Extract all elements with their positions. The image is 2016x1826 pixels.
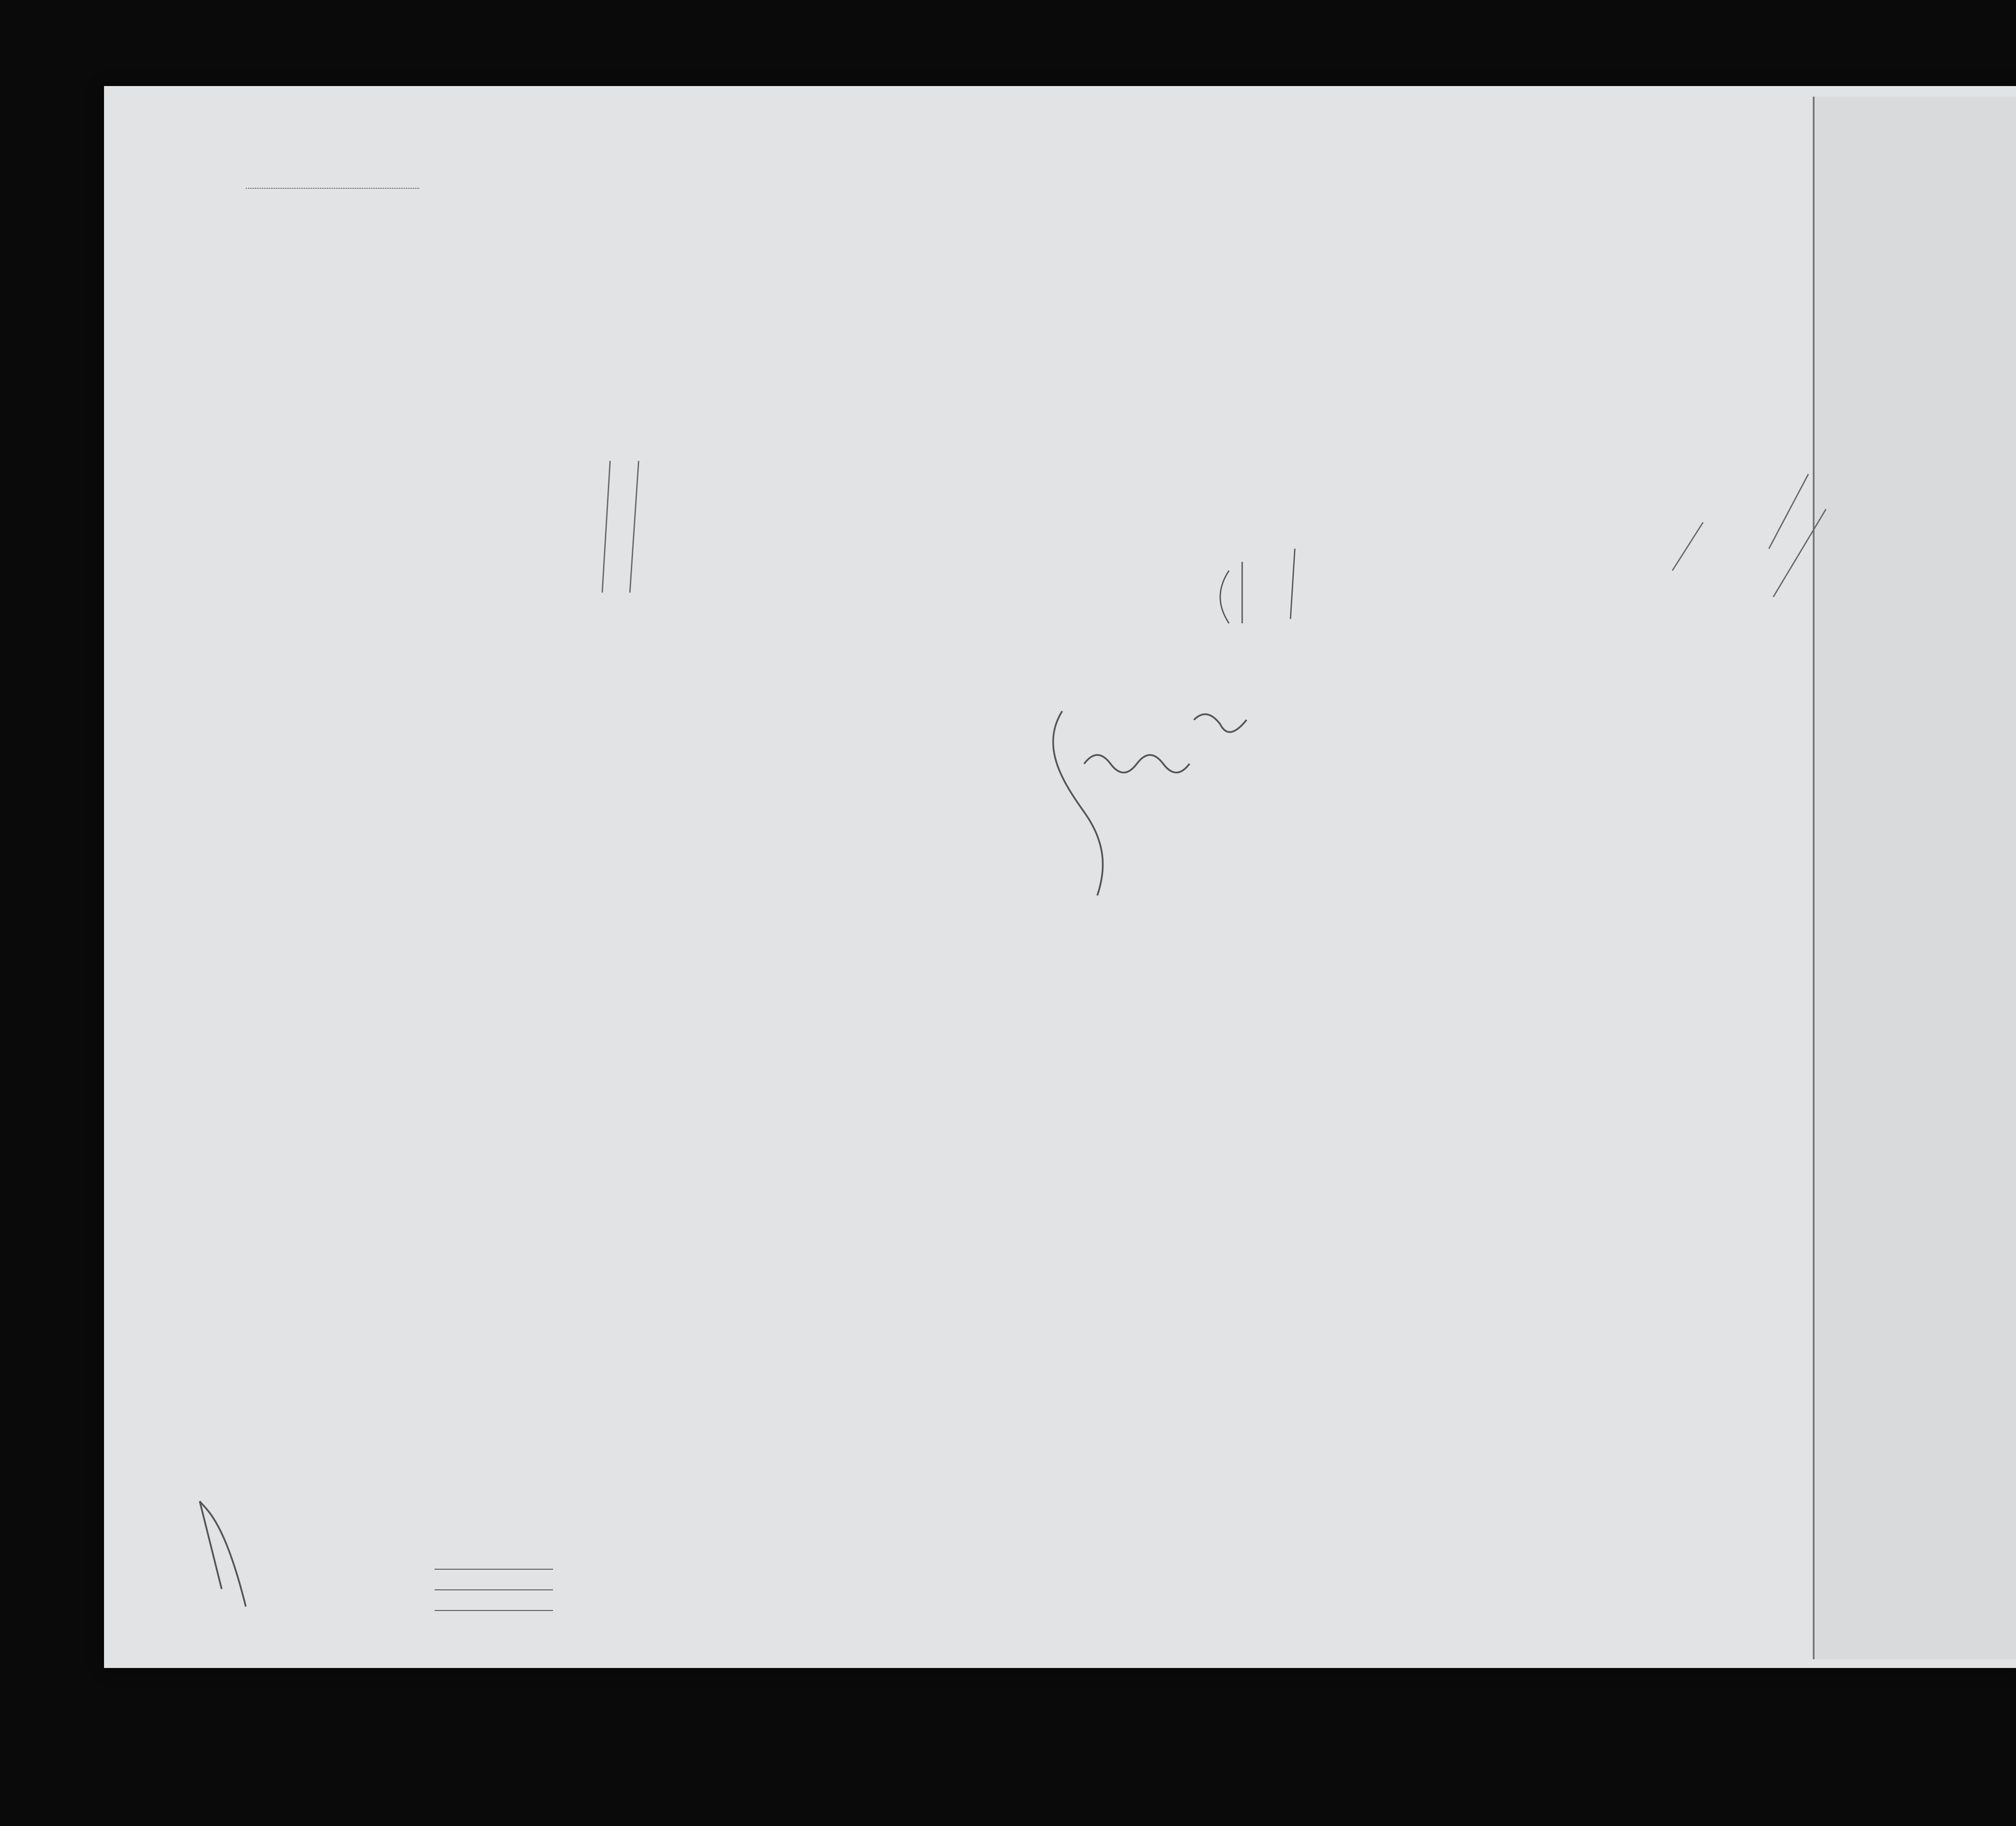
footer-line-2 <box>435 1589 553 1590</box>
footer-line-3 <box>435 1610 553 1611</box>
footer-line-1 <box>435 1569 553 1570</box>
